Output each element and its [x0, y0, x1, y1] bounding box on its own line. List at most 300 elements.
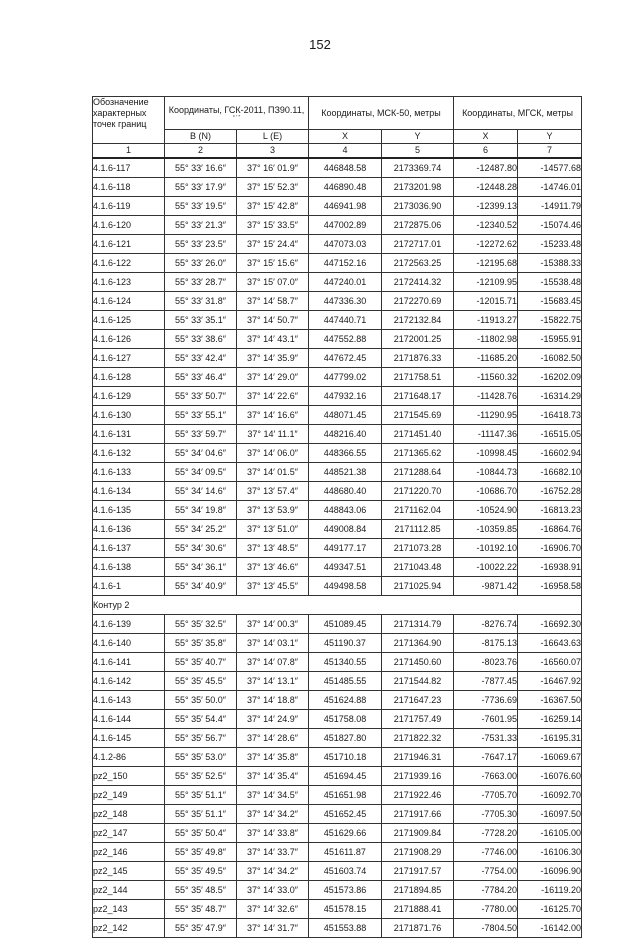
header-gsk-group — [165, 97, 309, 130]
table-row — [93, 558, 582, 577]
table-row — [93, 615, 582, 634]
cell-point-id: pz2_145 — [93, 862, 165, 881]
cell-mgsk-x: -12195.68 — [454, 254, 518, 273]
cell-longitude-l: 37° 14′ 07.8″ — [237, 653, 309, 672]
cell-longitude-l: 37° 14′ 34.2″ — [237, 805, 309, 824]
cell-latitude-b: 55° 35′ 53.0″ — [165, 748, 237, 767]
cell-msk-y: 2171162.04 — [382, 501, 454, 520]
cell-mgsk-x: -7784.20 — [454, 881, 518, 900]
cell-latitude-b: 55° 33′ 31.8″ — [165, 292, 237, 311]
cell-mgsk-y: -15955.91 — [518, 330, 582, 349]
cell-mgsk-y: -15388.33 — [518, 254, 582, 273]
cell-longitude-l: 37° 14′ 58.7″ — [237, 292, 309, 311]
cell-latitude-b: 55° 35′ 49.8″ — [165, 843, 237, 862]
cell-mgsk-x: -7663.00 — [454, 767, 518, 786]
column-number: 6 — [454, 144, 518, 159]
cell-mgsk-y: -16813.23 — [518, 501, 582, 520]
cell-latitude-b: 55° 35′ 45.5″ — [165, 672, 237, 691]
cell-latitude-b: 55° 34′ 36.1″ — [165, 558, 237, 577]
cell-msk-y: 2173201.98 — [382, 178, 454, 197]
cell-latitude-b: 55° 35′ 35.8″ — [165, 634, 237, 653]
section-header — [93, 596, 582, 615]
header-mgsk-x: X — [454, 130, 518, 144]
table-row — [93, 862, 582, 881]
cell-latitude-b: 55° 35′ 56.7″ — [165, 729, 237, 748]
cell-longitude-l: 37° 14′ 11.1″ — [237, 425, 309, 444]
cell-mgsk-x: -10998.45 — [454, 444, 518, 463]
cell-mgsk-x: -10022.22 — [454, 558, 518, 577]
cell-msk-y: 2171647.23 — [382, 691, 454, 710]
cell-point-id: 4.1.6-136 — [93, 520, 165, 539]
cell-mgsk-y: -16202.09 — [518, 368, 582, 387]
cell-msk-y: 2171888.41 — [382, 900, 454, 919]
cell-point-id: 4.1.6-126 — [93, 330, 165, 349]
column-number: 1 — [93, 144, 165, 159]
header-gsk-title: Координаты, ГСК-2011, ПЗ90.11, — [168, 105, 305, 115]
cell-msk-y: 2171451.40 — [382, 425, 454, 444]
cell-mgsk-y: -15683.45 — [518, 292, 582, 311]
cell-mgsk-y: -16864.76 — [518, 520, 582, 539]
cell-longitude-l: 37° 14′ 22.6″ — [237, 387, 309, 406]
cell-longitude-l: 37° 14′ 33.0″ — [237, 881, 309, 900]
cell-longitude-l: 37° 14′ 24.9″ — [237, 710, 309, 729]
cell-mgsk-y: -16906.70 — [518, 539, 582, 558]
cell-point-id: pz2_143 — [93, 900, 165, 919]
cell-longitude-l: 37° 14′ 13.1″ — [237, 672, 309, 691]
cell-mgsk-y: -16682.10 — [518, 463, 582, 482]
cell-msk-y: 2172717.01 — [382, 235, 454, 254]
cell-latitude-b: 55° 35′ 52.5″ — [165, 767, 237, 786]
table-body-contour-1 — [93, 158, 582, 596]
table-row — [93, 691, 582, 710]
cell-point-id: 4.1.6-127 — [93, 349, 165, 368]
cell-msk-x: 448216.40 — [309, 425, 382, 444]
cell-msk-x: 451485.55 — [309, 672, 382, 691]
header-msk-group: Координаты, МСК-50, метры — [309, 97, 454, 130]
cell-mgsk-y: -16560.07 — [518, 653, 582, 672]
cell-latitude-b: 55° 34′ 19.8″ — [165, 501, 237, 520]
cell-point-id: 4.1.6-128 — [93, 368, 165, 387]
table-row — [93, 178, 582, 197]
cell-msk-x: 451629.66 — [309, 824, 382, 843]
cell-latitude-b: 55° 35′ 51.1″ — [165, 786, 237, 805]
cell-latitude-b: 55° 34′ 25.2″ — [165, 520, 237, 539]
table-row — [93, 311, 582, 330]
cell-point-id: 4.1.6-125 — [93, 311, 165, 330]
cell-mgsk-x: -11802.98 — [454, 330, 518, 349]
cell-msk-y: 2172563.25 — [382, 254, 454, 273]
cell-msk-x: 448843.06 — [309, 501, 382, 520]
cell-latitude-b: 55° 33′ 16.6″ — [165, 158, 237, 178]
cell-point-id: 4.1.6-121 — [93, 235, 165, 254]
cell-mgsk-y: -16097.50 — [518, 805, 582, 824]
cell-latitude-b: 55° 35′ 49.5″ — [165, 862, 237, 881]
table-row — [93, 463, 582, 482]
cell-mgsk-x: -11913.27 — [454, 311, 518, 330]
cell-mgsk-y: -14911.79 — [518, 197, 582, 216]
cell-point-id: 4.1.6-135 — [93, 501, 165, 520]
table-body-contour-2 — [93, 615, 582, 938]
cell-point-id: 4.1.6-119 — [93, 197, 165, 216]
table-row — [93, 900, 582, 919]
cell-msk-y: 2171544.82 — [382, 672, 454, 691]
cell-msk-x: 448680.40 — [309, 482, 382, 501]
cell-mgsk-y: -14577.68 — [518, 158, 582, 178]
cell-longitude-l: 37° 14′ 35.8″ — [237, 748, 309, 767]
cell-msk-x: 451611.87 — [309, 843, 382, 862]
cell-msk-x: 451603.74 — [309, 862, 382, 881]
cell-mgsk-y: -16752.28 — [518, 482, 582, 501]
cell-mgsk-x: -7754.00 — [454, 862, 518, 881]
cell-msk-y: 2171364.90 — [382, 634, 454, 653]
cell-longitude-l: 37° 13′ 46.6″ — [237, 558, 309, 577]
table-row — [93, 653, 582, 672]
cell-msk-y: 2171314.79 — [382, 615, 454, 634]
cell-mgsk-x: -8175.13 — [454, 634, 518, 653]
cell-msk-x: 447073.03 — [309, 235, 382, 254]
cell-msk-x: 451190.37 — [309, 634, 382, 653]
cell-latitude-b: 55° 33′ 19.5″ — [165, 197, 237, 216]
cell-mgsk-x: -8023.76 — [454, 653, 518, 672]
cell-point-id: 4.1.6-138 — [93, 558, 165, 577]
table-row — [93, 197, 582, 216]
cell-msk-y: 2171876.33 — [382, 349, 454, 368]
cell-mgsk-x: -12340.52 — [454, 216, 518, 235]
cell-msk-y: 2171112.85 — [382, 520, 454, 539]
table-row — [93, 349, 582, 368]
cell-point-id: pz2_148 — [93, 805, 165, 824]
cell-point-id: 4.1.6-131 — [93, 425, 165, 444]
table-row — [93, 425, 582, 444]
cell-longitude-l: 37° 14′ 16.6″ — [237, 406, 309, 425]
cell-mgsk-y: -16069.67 — [518, 748, 582, 767]
cell-msk-y: 2173036.90 — [382, 197, 454, 216]
cell-mgsk-x: -8276.74 — [454, 615, 518, 634]
header-msk-x: X — [309, 130, 382, 144]
cell-longitude-l: 37° 15′ 07.0″ — [237, 273, 309, 292]
cell-mgsk-y: -16418.73 — [518, 406, 582, 425]
header-point-designation: Обозначение характерных точек границ — [93, 97, 165, 144]
cell-msk-x: 447240.01 — [309, 273, 382, 292]
cell-mgsk-y: -16515.05 — [518, 425, 582, 444]
cell-longitude-l: 37° 14′ 29.0″ — [237, 368, 309, 387]
cell-mgsk-x: -7705.30 — [454, 805, 518, 824]
cell-mgsk-x: -9871.42 — [454, 577, 518, 596]
cell-point-id: 4.1.6-143 — [93, 691, 165, 710]
cell-msk-y: 2171909.84 — [382, 824, 454, 843]
cell-longitude-l: 37° 15′ 42.8″ — [237, 197, 309, 216]
table-row — [93, 273, 582, 292]
cell-msk-x: 449498.58 — [309, 577, 382, 596]
cell-mgsk-y: -14746.01 — [518, 178, 582, 197]
cell-msk-x: 446890.48 — [309, 178, 382, 197]
cell-mgsk-y: -16119.20 — [518, 881, 582, 900]
cell-point-id: pz2_142 — [93, 919, 165, 938]
cell-mgsk-y: -15822.75 — [518, 311, 582, 330]
table-row — [93, 919, 582, 938]
cell-msk-y: 2172270.69 — [382, 292, 454, 311]
cell-msk-y: 2172875.06 — [382, 216, 454, 235]
cell-mgsk-x: -7877.45 — [454, 672, 518, 691]
cell-msk-x: 451652.45 — [309, 805, 382, 824]
cell-mgsk-x: -10192.10 — [454, 539, 518, 558]
cell-point-id: pz2_146 — [93, 843, 165, 862]
cell-mgsk-x: -7647.17 — [454, 748, 518, 767]
cell-msk-x: 451089.45 — [309, 615, 382, 634]
cell-latitude-b: 55° 33′ 46.4″ — [165, 368, 237, 387]
cell-mgsk-x: -7804.50 — [454, 919, 518, 938]
cell-longitude-l: 37° 13′ 48.5″ — [237, 539, 309, 558]
column-number: 3 — [237, 144, 309, 159]
cell-point-id: 4.1.6-124 — [93, 292, 165, 311]
cell-msk-x: 451340.55 — [309, 653, 382, 672]
cell-msk-x: 447799.02 — [309, 368, 382, 387]
cell-mgsk-y: -16195.31 — [518, 729, 582, 748]
cell-longitude-l: 37° 13′ 57.4″ — [237, 482, 309, 501]
cell-longitude-l: 37° 16′ 01.9″ — [237, 158, 309, 178]
cell-mgsk-y: -16467.92 — [518, 672, 582, 691]
cell-mgsk-x: -11560.32 — [454, 368, 518, 387]
section-label-contour-2: Контур 2 — [93, 596, 582, 615]
cell-latitude-b: 55° 33′ 59.7″ — [165, 425, 237, 444]
cell-msk-x: 447932.16 — [309, 387, 382, 406]
coordinates-table — [92, 96, 582, 938]
cell-point-id: pz2_144 — [93, 881, 165, 900]
cell-mgsk-x: -10359.85 — [454, 520, 518, 539]
cell-msk-y: 2171025.94 — [382, 577, 454, 596]
cell-longitude-l: 37° 14′ 32.6″ — [237, 900, 309, 919]
cell-mgsk-x: -12109.95 — [454, 273, 518, 292]
cell-msk-x: 447336.30 — [309, 292, 382, 311]
cell-mgsk-y: -16602.94 — [518, 444, 582, 463]
cell-longitude-l: 37° 15′ 15.6″ — [237, 254, 309, 273]
cell-point-id: pz2_147 — [93, 824, 165, 843]
table-row — [93, 843, 582, 862]
cell-point-id: 4.1.6-137 — [93, 539, 165, 558]
cell-msk-y: 2171871.76 — [382, 919, 454, 938]
cell-mgsk-y: -16096.90 — [518, 862, 582, 881]
cell-mgsk-x: -11685.20 — [454, 349, 518, 368]
cell-msk-x: 447440.71 — [309, 311, 382, 330]
cell-mgsk-x: -7780.00 — [454, 900, 518, 919]
table-row — [93, 824, 582, 843]
cell-point-id: 4.1.6-118 — [93, 178, 165, 197]
cell-mgsk-y: -16092.70 — [518, 786, 582, 805]
cell-mgsk-x: -7531.33 — [454, 729, 518, 748]
table-row — [93, 482, 582, 501]
cell-mgsk-y: -16643.63 — [518, 634, 582, 653]
table-row — [93, 577, 582, 596]
cell-mgsk-y: -16142.00 — [518, 919, 582, 938]
cell-msk-x: 451578.15 — [309, 900, 382, 919]
cell-mgsk-x: -7705.70 — [454, 786, 518, 805]
table-row — [93, 520, 582, 539]
cell-latitude-b: 55° 35′ 50.4″ — [165, 824, 237, 843]
cell-msk-x: 451710.18 — [309, 748, 382, 767]
table-row — [93, 158, 582, 178]
table-row — [93, 216, 582, 235]
cell-latitude-b: 55° 35′ 47.9″ — [165, 919, 237, 938]
header-mgsk-y: Y — [518, 130, 582, 144]
cell-msk-x: 451651.98 — [309, 786, 382, 805]
cell-msk-y: 2173369.74 — [382, 158, 454, 178]
cell-latitude-b: 55° 34′ 30.6″ — [165, 539, 237, 558]
cell-point-id: 4.1.6-144 — [93, 710, 165, 729]
cell-msk-y: 2171545.69 — [382, 406, 454, 425]
cell-mgsk-x: -11428.76 — [454, 387, 518, 406]
cell-mgsk-x: -10844.73 — [454, 463, 518, 482]
cell-mgsk-y: -16958.58 — [518, 577, 582, 596]
cell-msk-x: 451758.08 — [309, 710, 382, 729]
cell-msk-y: 2172414.32 — [382, 273, 454, 292]
cell-latitude-b: 55° 33′ 23.5″ — [165, 235, 237, 254]
cell-msk-y: 2171043.48 — [382, 558, 454, 577]
table-row — [93, 406, 582, 425]
header-mgsk-group: Координаты, МГСК, метры — [454, 97, 582, 130]
cell-latitude-b: 55° 33′ 55.1″ — [165, 406, 237, 425]
cell-mgsk-x: -12015.71 — [454, 292, 518, 311]
cell-mgsk-x: -11147.36 — [454, 425, 518, 444]
column-number: 2 — [165, 144, 237, 159]
cell-mgsk-x: -10686.70 — [454, 482, 518, 501]
table-row — [93, 805, 582, 824]
table-row — [93, 254, 582, 273]
cell-mgsk-y: -16125.70 — [518, 900, 582, 919]
header-msk-y: Y — [382, 130, 454, 144]
cell-longitude-l: 37° 15′ 33.5″ — [237, 216, 309, 235]
cell-mgsk-x: -7601.95 — [454, 710, 518, 729]
table-header — [93, 97, 582, 159]
cell-longitude-l: 37° 13′ 45.5″ — [237, 577, 309, 596]
cell-msk-y: 2171073.28 — [382, 539, 454, 558]
cell-msk-y: 2171917.66 — [382, 805, 454, 824]
cell-longitude-l: 37° 14′ 33.7″ — [237, 843, 309, 862]
cell-latitude-b: 55° 34′ 09.5″ — [165, 463, 237, 482]
cell-point-id: 4.1.6-134 — [93, 482, 165, 501]
cell-point-id: 4.1.6-129 — [93, 387, 165, 406]
cell-point-id: 4.1.6-123 — [93, 273, 165, 292]
cell-latitude-b: 55° 34′ 04.6″ — [165, 444, 237, 463]
cell-point-id: 4.1.2-86 — [93, 748, 165, 767]
cell-mgsk-y: -16259.14 — [518, 710, 582, 729]
cell-point-id: 4.1.6-139 — [93, 615, 165, 634]
header-l: L (E) — [237, 130, 309, 144]
cell-mgsk-x: -10524.90 — [454, 501, 518, 520]
cell-mgsk-x: -7746.00 — [454, 843, 518, 862]
cell-latitude-b: 55° 33′ 50.7″ — [165, 387, 237, 406]
cell-msk-y: 2171365.62 — [382, 444, 454, 463]
cell-mgsk-x: -11290.95 — [454, 406, 518, 425]
cell-msk-x: 451553.88 — [309, 919, 382, 938]
cell-msk-x: 448366.55 — [309, 444, 382, 463]
cell-msk-y: 2172001.25 — [382, 330, 454, 349]
cell-msk-y: 2172132.84 — [382, 311, 454, 330]
cell-longitude-l: 37° 13′ 51.0″ — [237, 520, 309, 539]
cell-latitude-b: 55° 33′ 26.0″ — [165, 254, 237, 273]
cell-msk-y: 2171648.17 — [382, 387, 454, 406]
table-row — [93, 501, 582, 520]
cell-longitude-l: 37° 14′ 00.3″ — [237, 615, 309, 634]
cell-latitude-b: 55° 35′ 48.5″ — [165, 881, 237, 900]
table-row — [93, 368, 582, 387]
cell-point-id: 4.1.6-122 — [93, 254, 165, 273]
cell-latitude-b: 55° 35′ 54.4″ — [165, 710, 237, 729]
table-row — [93, 444, 582, 463]
cell-msk-y: 2171922.46 — [382, 786, 454, 805]
cell-longitude-l: 37° 14′ 34.5″ — [237, 786, 309, 805]
cell-mgsk-x: -12272.62 — [454, 235, 518, 254]
cell-latitude-b: 55° 35′ 50.0″ — [165, 691, 237, 710]
table-row — [93, 387, 582, 406]
cell-latitude-b: 55° 35′ 48.7″ — [165, 900, 237, 919]
cell-longitude-l: 37° 14′ 35.4″ — [237, 767, 309, 786]
cell-msk-x: 448521.38 — [309, 463, 382, 482]
cell-longitude-l: 37° 14′ 31.7″ — [237, 919, 309, 938]
column-number: 7 — [518, 144, 582, 159]
cell-mgsk-y: -16105.00 — [518, 824, 582, 843]
cell-msk-x: 447672.45 — [309, 349, 382, 368]
cell-mgsk-y: -16314.29 — [518, 387, 582, 406]
cell-point-id: 4.1.6-132 — [93, 444, 165, 463]
cell-mgsk-y: -15538.48 — [518, 273, 582, 292]
cell-point-id: 4.1.6-133 — [93, 463, 165, 482]
cell-longitude-l: 37° 14′ 50.7″ — [237, 311, 309, 330]
table-row — [93, 748, 582, 767]
cell-longitude-l: 37° 15′ 52.3″ — [237, 178, 309, 197]
cell-msk-x: 447002.89 — [309, 216, 382, 235]
cell-longitude-l: 37° 14′ 28.6″ — [237, 729, 309, 748]
cell-longitude-l: 37° 14′ 35.9″ — [237, 349, 309, 368]
cell-msk-y: 2171917.57 — [382, 862, 454, 881]
cell-mgsk-y: -16082.50 — [518, 349, 582, 368]
cell-mgsk-y: -16692.30 — [518, 615, 582, 634]
cell-msk-y: 2171939.16 — [382, 767, 454, 786]
cell-mgsk-x: -12448.28 — [454, 178, 518, 197]
cell-longitude-l: 37° 14′ 33.8″ — [237, 824, 309, 843]
cell-msk-x: 447552.88 — [309, 330, 382, 349]
table-row — [93, 330, 582, 349]
cell-longitude-l: 37° 14′ 03.1″ — [237, 634, 309, 653]
cell-msk-y: 2171758.51 — [382, 368, 454, 387]
column-number: 5 — [382, 144, 454, 159]
cell-msk-y: 2171288.64 — [382, 463, 454, 482]
cell-msk-x: 451694.45 — [309, 767, 382, 786]
cell-msk-x: 451573.86 — [309, 881, 382, 900]
cell-msk-x: 451624.88 — [309, 691, 382, 710]
cell-longitude-l: 37° 14′ 43.1″ — [237, 330, 309, 349]
cell-latitude-b: 55° 33′ 21.3″ — [165, 216, 237, 235]
cell-latitude-b: 55° 33′ 17.9″ — [165, 178, 237, 197]
cell-latitude-b: 55° 33′ 42.4″ — [165, 349, 237, 368]
cell-mgsk-x: -7728.20 — [454, 824, 518, 843]
cell-msk-x: 451827.80 — [309, 729, 382, 748]
cell-point-id: 4.1.6-117 — [93, 158, 165, 178]
table-row — [93, 881, 582, 900]
cell-latitude-b: 55° 35′ 40.7″ — [165, 653, 237, 672]
page-number: 152 — [309, 37, 331, 52]
cell-msk-y: 2171220.70 — [382, 482, 454, 501]
cell-mgsk-y: -16938.91 — [518, 558, 582, 577]
cell-longitude-l: 37° 15′ 24.4″ — [237, 235, 309, 254]
column-number: 4 — [309, 144, 382, 159]
cell-msk-y: 2171822.32 — [382, 729, 454, 748]
cell-latitude-b: 55° 35′ 51.1″ — [165, 805, 237, 824]
cell-msk-x: 449008.84 — [309, 520, 382, 539]
cell-mgsk-y: -16367.50 — [518, 691, 582, 710]
cell-latitude-b: 55° 34′ 14.6″ — [165, 482, 237, 501]
header-column-numbers — [93, 144, 582, 159]
cell-msk-x: 448071.45 — [309, 406, 382, 425]
